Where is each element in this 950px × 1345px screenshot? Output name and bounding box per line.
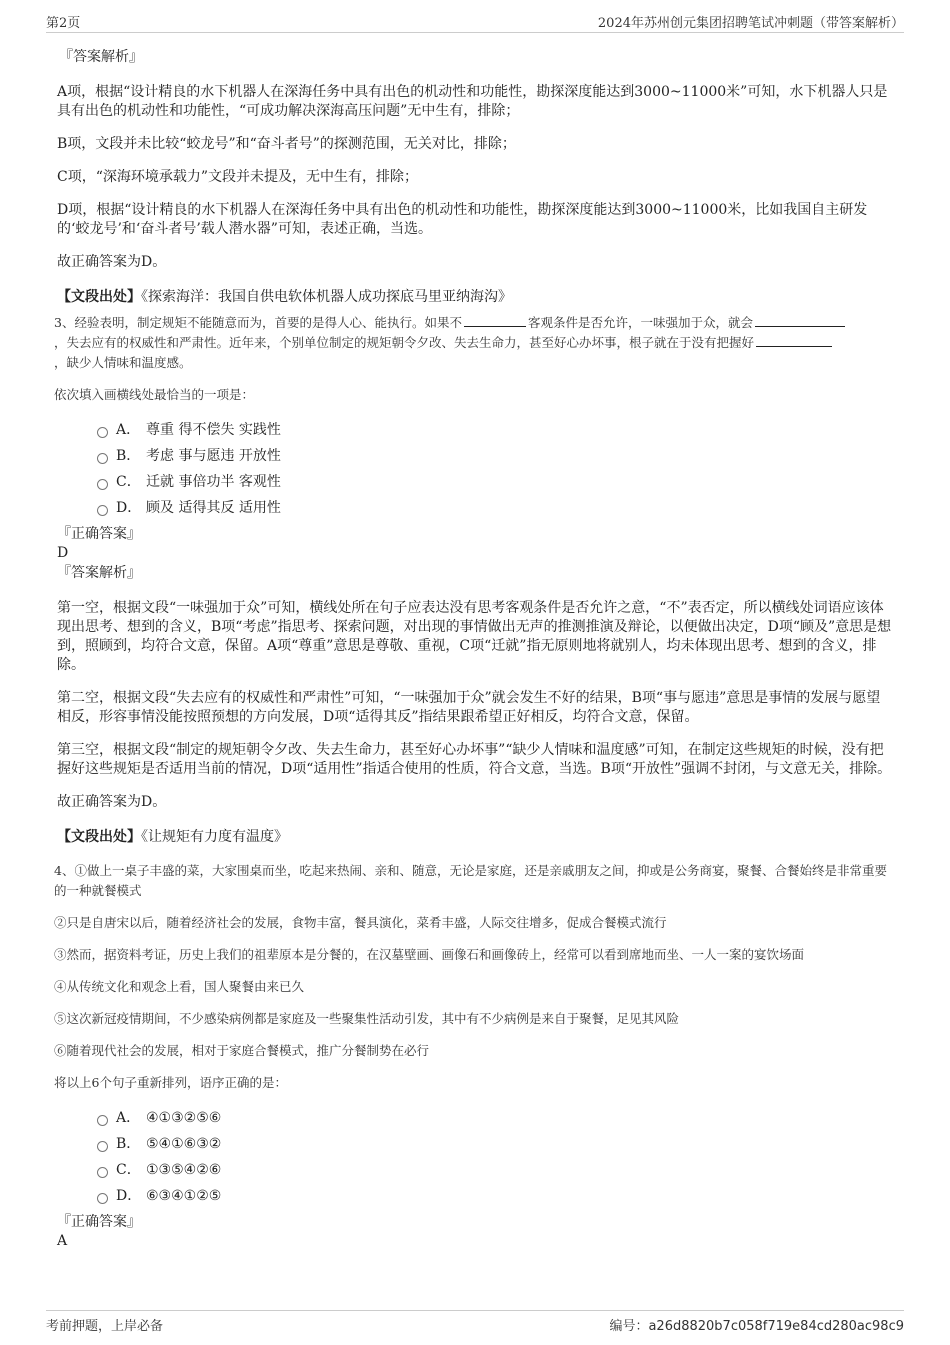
q3-blank-3	[756, 345, 832, 347]
radio-icon[interactable]	[97, 1193, 108, 1204]
radio-icon[interactable]	[97, 453, 108, 464]
q4-options	[97, 1105, 893, 1209]
q3-option-d[interactable]	[97, 495, 893, 521]
page-header	[46, 10, 904, 33]
option-letter: C．	[116, 1162, 141, 1178]
q3-conclusion: 故正确答案为D。	[57, 794, 167, 810]
q3-analysis-3: 第三空，根据文段“制定的规矩朝令夕改、失去生命力，甚至好心办坏事”“缺少人情味和温度感”可知，在制定这些规矩的时候，没有把握好这些规矩是否适用当前的情况，D项“适用性”指适合使用的性质，符合文意，当选。B项“开放性”强调不封闭，与文意无关，排除。	[57, 742, 892, 777]
q4-sentence-3: ③然而，据资料考证，历史上我们的祖辈原本是分餐的，在汉墓壁画、画像石和画像砖上，经常可以看到席地而坐、一人一案的宴饮场面	[54, 947, 805, 962]
q3-source-label: 【文段出处】	[57, 829, 141, 845]
q3-analysis-2: 第二空，根据文段“失去应有的权威性和严肃性”可知，“一味强加于众”就会发生不好的结果，B项“事与愿违”意思是事情的发展与愿望相反，形容事情没能按照预想的方向发展，D项“适得其反”指结果跟希望正好相反，均符合文意，保留。	[57, 690, 881, 725]
q3-option-a[interactable]	[97, 417, 893, 443]
option-letter: A．	[116, 422, 141, 438]
q3-options	[97, 417, 893, 521]
q4-sentence-5: ⑤这次新冠疫情期间，不少感染病例都是家庭及一些聚集性活动引发，其中有不少病例是来自于聚餐，足见其风险	[54, 1011, 680, 1026]
page-footer	[46, 1310, 904, 1337]
q2-conclusion: 故正确答案为D。	[57, 254, 167, 270]
option-text: ④①③②⑤⑥	[146, 1110, 222, 1126]
q2-analysis-b: B项，文段并未比较“蛟龙号”和“奋斗者号”的探测范围，无关对比，排除；	[57, 136, 516, 152]
q3-option-c[interactable]	[97, 469, 893, 495]
radio-icon[interactable]	[97, 1141, 108, 1152]
q3-analysis-label: 『答案解析』	[57, 565, 141, 581]
option-text: 顾及 适得其反 适用性	[146, 500, 281, 516]
q3-stem-part4: ，缺少人情味和温度感。	[54, 355, 192, 370]
code-value: a26d8820b7c058f719e84cd280ac98c9	[648, 1319, 904, 1334]
option-letter: B．	[116, 1136, 141, 1152]
option-letter: B．	[116, 448, 141, 464]
option-text: 迁就 事倍功半 客观性	[146, 474, 281, 490]
option-text: 考虑 事与愿违 开放性	[146, 448, 281, 464]
q2-analysis-c: C项，“深海环境承载力”文段并未提及，无中生有，排除；	[57, 169, 419, 185]
q3-analysis-1: 第一空，根据文段“一味强加于众”可知，横线处所在句子应表达没有思考客观条件是否允许之意，“不”表否定，所以横线处词语应该体现出思考、想到的含义，B项“考虑”指思考、探索问题，对出现的事情做出无声的推测推演及辩论，以便做出决定，D项“顾及”意思是想到，照顾到，均符合文意，保留。A项“尊重”意思是尊敬、重视，C项“迁就”指无原则地将就别人，均未体现出思考、想到的含义，排除。	[57, 600, 892, 673]
q4-option-d[interactable]	[97, 1183, 893, 1209]
footer-slogan: 考前押题，上岸必备	[46, 1319, 164, 1334]
radio-icon[interactable]	[97, 427, 108, 438]
q2-source-title: 《探索海洋：我国自供电软体机器人成功探底马里亚纳海沟》	[141, 289, 512, 305]
q4-answer-label: 『正确答案』	[57, 1214, 141, 1230]
option-text: ⑤④①⑥③②	[146, 1136, 222, 1152]
option-letter: C．	[116, 474, 141, 490]
q2-analysis-label: 『答案解析』	[59, 49, 143, 65]
radio-icon[interactable]	[97, 1115, 108, 1126]
q3-stem-part3: ，失去应有的权威性和严肃性。近年来，个别单位制定的规矩朝令夕改、失去生命力，甚至好心办坏事，根子就在于没有把握好	[54, 335, 755, 350]
q3-stem-part1: 3、经验表明，制定规矩不能随意而为，首要的是得人心、能执行。如果不	[54, 315, 462, 330]
q4-sentence-2: ②只是自唐宋以后，随着经济社会的发展，食物丰富，餐具演化，菜肴丰盛，人际交往增多，促成合餐模式流行	[54, 915, 667, 930]
q3-source	[57, 828, 893, 847]
q4-prompt: 将以上6个句子重新排列，语序正确的是：	[54, 1075, 287, 1090]
q3-answer-label: 『正确答案』	[57, 526, 141, 542]
q2-source	[57, 288, 893, 307]
option-text: 尊重 得不偿失 实践性	[146, 422, 281, 438]
q3-source-title: 《让规矩有力度有温度》	[141, 829, 288, 845]
radio-icon[interactable]	[97, 1167, 108, 1178]
code-label: 编号：	[609, 1319, 649, 1334]
document-title: 2024年苏州创元集团招聘笔试冲刺题（带答案解析）	[597, 16, 904, 31]
q2-analysis-a: A项，根据“设计精良的水下机器人在深海任务中具有出色的机动性和功能性，勘探深度能达到3000~11000米”可知，水下机器人只是具有出色的机动性和功能性，“可成功解决深海高压问题”无中生有，排除；	[57, 84, 888, 119]
q4-sentence-6: ⑥随着现代社会的发展，相对于家庭合餐模式，推广分餐制势在必行	[54, 1043, 430, 1058]
q4-option-b[interactable]	[97, 1131, 893, 1157]
q4-option-c[interactable]	[97, 1157, 893, 1183]
q3-option-b[interactable]	[97, 443, 893, 469]
page-number: 第2页	[46, 16, 81, 31]
option-text: ⑥③④①②⑤	[146, 1188, 222, 1204]
option-letter: A．	[116, 1110, 141, 1126]
option-text: ①③⑤④②⑥	[146, 1162, 222, 1178]
q3-stem	[54, 313, 893, 373]
q4-option-a[interactable]	[97, 1105, 893, 1131]
q2-source-label: 【文段出处】	[57, 289, 141, 305]
q3-prompt: 依次填入画横线处最恰当的一项是：	[54, 387, 255, 402]
q3-blank-1	[464, 325, 526, 327]
q4-sentence-1: 4、①做上一桌子丰盛的菜，大家围桌而坐，吃起来热闹、亲和、随意，无论是家庭，还是亲戚朋友之间，抑或是公务商宴，聚餐、合餐始终是非常重要的一种就餐模式	[54, 863, 887, 898]
document-code	[609, 1315, 904, 1334]
option-letter: D．	[116, 500, 142, 516]
q4-sentence-4: ④从传统文化和观念上看，国人聚餐由来已久	[54, 979, 305, 994]
radio-icon[interactable]	[97, 479, 108, 490]
q3-blank-2	[755, 325, 845, 327]
q3-stem-part2: 客观条件是否允许，一味强加于众，就会	[527, 315, 753, 330]
q2-analysis-d: D项，根据“设计精良的水下机器人在深海任务中具有出色的机动性和功能性，勘探深度能达到3000~11000米，比如我国自主研发的‘蛟龙号’和‘奋斗者号’载人潜水器”可知，表述正确，当选。	[57, 202, 868, 237]
q4-answer: A	[57, 1233, 68, 1249]
radio-icon[interactable]	[97, 505, 108, 516]
page-content	[54, 48, 893, 1250]
q3-answer: D	[57, 545, 69, 561]
option-letter: D．	[116, 1188, 142, 1204]
